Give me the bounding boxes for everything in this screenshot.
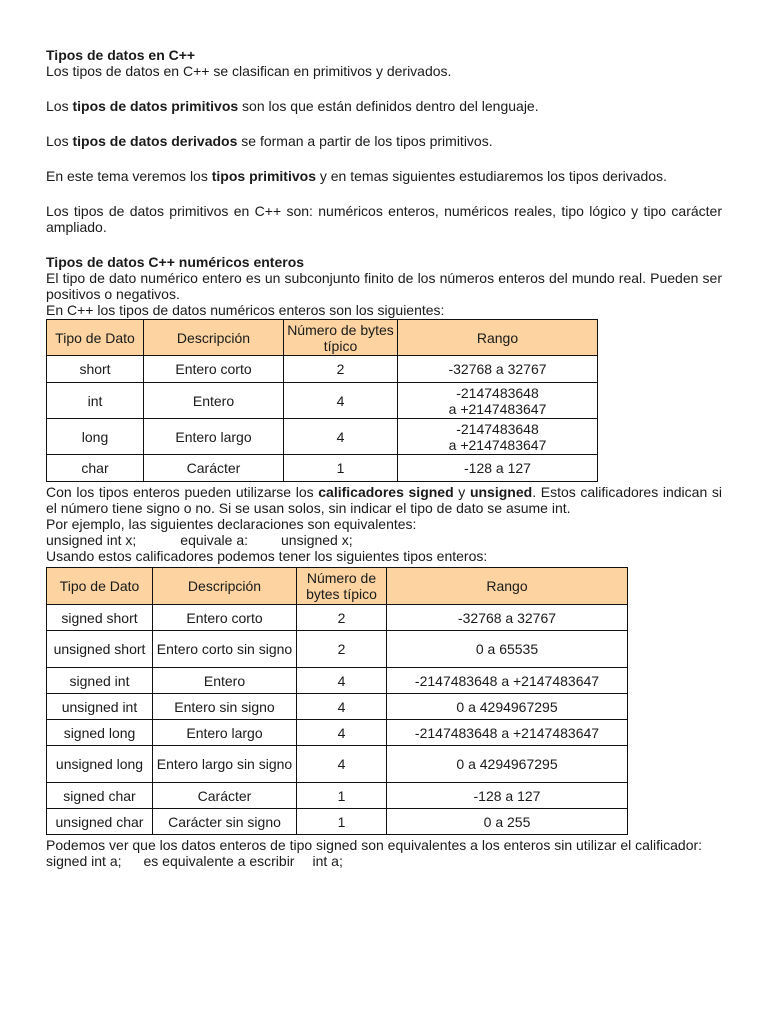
code-text: unsigned int x; (46, 532, 137, 548)
cell-tipo: unsigned long (47, 746, 153, 783)
usando-paragraph: Usando estos calificadores podemos tener los siguientes tipos enteros: (46, 548, 488, 564)
cell-tipo: short (47, 356, 144, 383)
document-content (46, 47, 722, 869)
intro-paragraph: Los tipos de datos en C++ se clasifican en primitivos y derivados. (46, 63, 452, 79)
ejemplo-paragraph: Por ejemplo, las siguientes declaraciones son equivalentes: (46, 516, 417, 532)
text: En este tema veremos los (46, 168, 212, 184)
table-row (47, 720, 628, 746)
cell-bytes: 1 (297, 783, 387, 809)
text: es equivalente a escribir (143, 853, 295, 869)
text: y en temas siguientes estudiaremos los tipos derivados. (315, 168, 667, 184)
rango-line: -2147483648 (456, 384, 539, 401)
text: se forman a partir de los tipos primitivos. (237, 133, 493, 149)
table-row (47, 694, 628, 720)
derivados-paragraph (46, 133, 722, 149)
cell-rango: 0 a 65535 (387, 631, 628, 668)
bold-term: unsigned (469, 484, 533, 500)
conclusion-paragraph: Podemos ver que los datos enteros de tipo signed son equivalentes a los enteros sin utilizar el calificador: (46, 837, 703, 853)
cell-descripcion: Entero (153, 668, 297, 694)
column-header: Rango (387, 568, 628, 605)
cell-descripcion: Entero corto (144, 356, 284, 383)
cell-descripcion: Entero largo sin signo (153, 746, 297, 783)
cell-rango: -128 a 127 (387, 783, 628, 809)
table-row (47, 419, 598, 455)
cell-bytes: 1 (284, 455, 398, 482)
cell-bytes: 4 (284, 383, 398, 419)
equivalence-line (46, 532, 722, 548)
table-row (47, 605, 628, 631)
cell-bytes: 2 (297, 631, 387, 668)
cell-descripcion: Entero sin signo (153, 694, 297, 720)
cell-rango: -32768 a 32767 (387, 605, 628, 631)
cell-descripcion: Entero corto (153, 605, 297, 631)
cell-descripcion: Carácter sin signo (153, 809, 297, 835)
cell-rango: -32768 a 32767 (398, 356, 598, 383)
enteros-lead: En C++ los tipos de datos numéricos enteros son los siguientes: (46, 302, 445, 318)
cell-tipo: signed int (47, 668, 153, 694)
table-header-row (47, 320, 598, 356)
table-row (47, 383, 598, 419)
enteros-description: El tipo de dato numérico entero es un subconjunto finito de los números enteros del mundo real. Pueden ser positivos o negativos. (46, 270, 722, 302)
cell-tipo: unsigned int (47, 694, 153, 720)
primitivos-paragraph (46, 98, 722, 114)
column-header: Rango (398, 320, 598, 356)
cell-tipo: long (47, 419, 144, 455)
code-text: unsigned x; (281, 532, 353, 548)
code-text: signed int a; (46, 853, 122, 869)
bold-term: tipos de datos derivados (72, 133, 238, 149)
qualified-integer-types-table (46, 567, 628, 835)
cell-tipo: unsigned short (47, 631, 153, 668)
table-row (47, 783, 628, 809)
bold-term: tipos de datos primitivos (72, 98, 239, 114)
text: son los que están definidos dentro del lenguaje. (238, 98, 539, 114)
rango-line: a +2147483647 (448, 436, 547, 453)
cell-tipo: signed char (47, 783, 153, 809)
cell-descripcion: Carácter (144, 455, 284, 482)
text: equivale a: (180, 532, 249, 548)
cell-rango (398, 383, 598, 419)
text: Con los tipos enteros pueden utilizarse los (46, 484, 319, 500)
text: . Estos calificadores indican si el número tiene signo o no. Si se usan solos, sin indicar el tipo de dato se asume int. (46, 484, 722, 516)
table-row (47, 746, 628, 783)
cell-bytes: 4 (297, 746, 387, 783)
cell-bytes: 4 (297, 720, 387, 746)
table-row (47, 356, 598, 383)
table-row (47, 455, 598, 482)
cell-rango (398, 419, 598, 455)
cell-bytes: 1 (297, 809, 387, 835)
column-header: Número de bytes típico (284, 320, 398, 356)
text: Los (46, 133, 73, 149)
code-text: int a; (312, 853, 343, 869)
cell-descripcion: Entero (144, 383, 284, 419)
cell-tipo: char (47, 455, 144, 482)
column-header: Descripción (144, 320, 284, 356)
cell-tipo: unsigned char (47, 809, 153, 835)
table-row (47, 631, 628, 668)
cell-descripcion: Entero corto sin signo (153, 631, 297, 668)
column-header: Número de bytes típico (297, 568, 387, 605)
cell-rango: -2147483648 a +2147483647 (387, 720, 628, 746)
text: Los (46, 98, 73, 114)
cell-descripcion: Carácter (153, 783, 297, 809)
cell-rango: -2147483648 a +2147483647 (387, 668, 628, 694)
column-header: Tipo de Dato (47, 320, 144, 356)
table-row (47, 809, 628, 835)
cell-bytes: 4 (284, 419, 398, 455)
cell-bytes: 4 (297, 668, 387, 694)
equivalence-line (46, 853, 722, 869)
cell-tipo: signed long (47, 720, 153, 746)
text: y (453, 484, 470, 500)
integer-types-table (46, 319, 598, 482)
cell-rango: 0 a 4294967295 (387, 694, 628, 720)
bold-term: tipos primitivos (211, 168, 316, 184)
cell-rango: 0 a 255 (387, 809, 628, 835)
tema-paragraph (46, 168, 722, 184)
calificadores-paragraph (46, 484, 722, 516)
column-header: Descripción (153, 568, 297, 605)
cell-descripcion: Entero largo (153, 720, 297, 746)
cell-rango: -128 a 127 (398, 455, 598, 482)
cell-bytes: 2 (297, 605, 387, 631)
section-title-enteros: Tipos de datos C++ numéricos enteros (46, 254, 305, 270)
section-title-tipos-de-datos: Tipos de datos en C++ (46, 47, 196, 63)
cell-tipo: int (47, 383, 144, 419)
cell-tipo: signed short (47, 605, 153, 631)
column-header: Tipo de Dato (47, 568, 153, 605)
cell-bytes: 2 (284, 356, 398, 383)
cell-rango: 0 a 4294967295 (387, 746, 628, 783)
table-header-row (47, 568, 628, 605)
bold-term: calificadores signed (318, 484, 454, 500)
rango-line: -2147483648 (456, 420, 539, 437)
rango-line: a +2147483647 (448, 400, 547, 417)
cell-descripcion: Entero largo (144, 419, 284, 455)
lista-paragraph: Los tipos de datos primitivos en C++ son: numéricos enteros, numéricos reales, tipo lógico y tipo carácter ampliado. (46, 203, 722, 235)
cell-bytes: 4 (297, 694, 387, 720)
table-row (47, 668, 628, 694)
